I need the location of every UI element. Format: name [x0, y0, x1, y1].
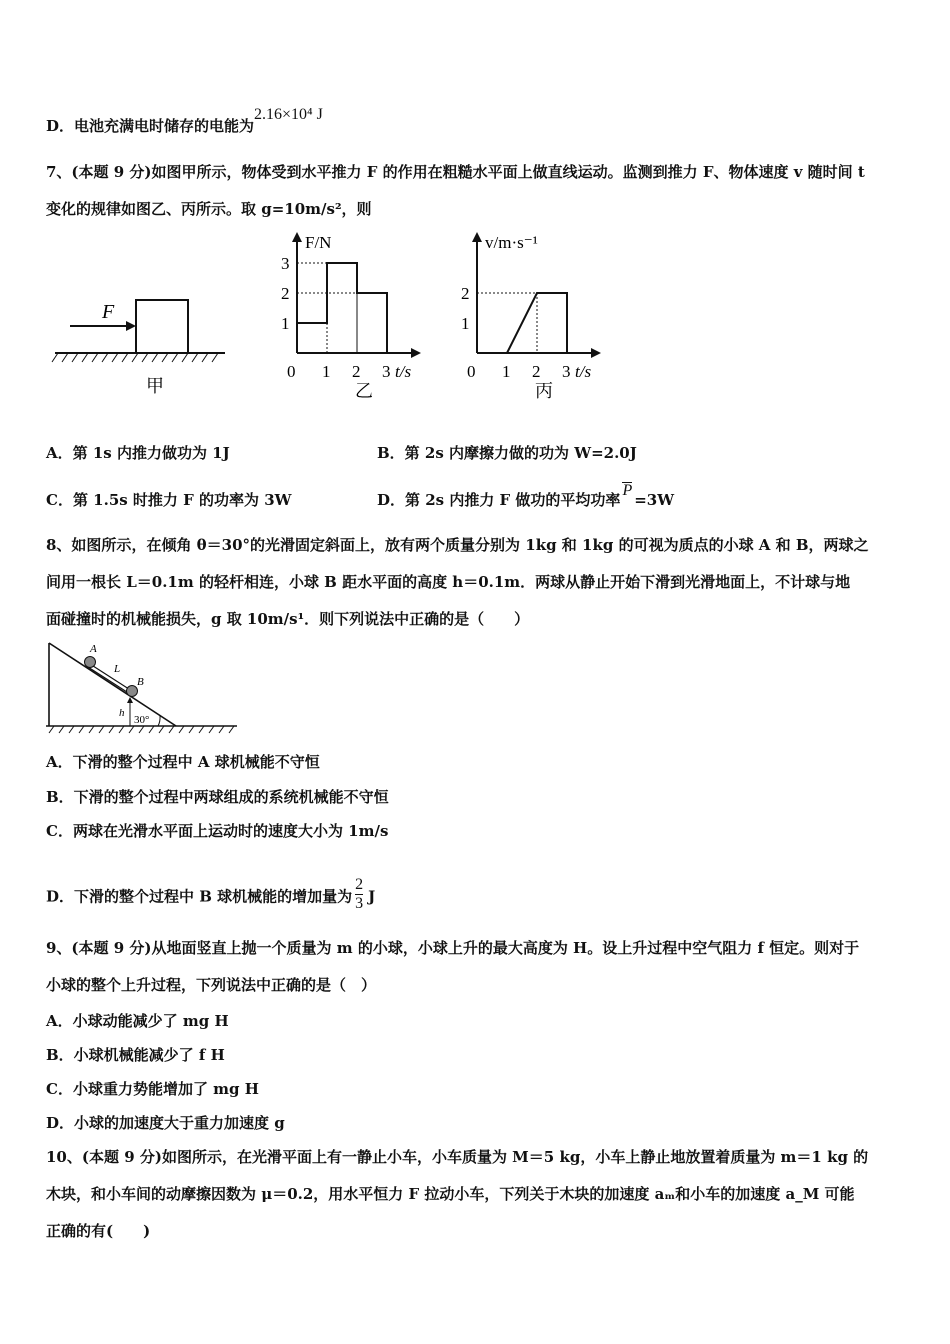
q8-option-d-unit: J: [368, 887, 376, 906]
force-label: F: [102, 301, 115, 323]
y-tick-label: 2: [461, 284, 470, 303]
q7-option-d-text: D．第 2s 内推力 F 做功的平均功率: [377, 491, 621, 509]
q8-option-a: A．下滑的整个过程中 A 球机械能不守恒: [46, 753, 320, 771]
block: [136, 300, 188, 353]
y-axis-arrow: [472, 232, 482, 242]
data-point: [536, 292, 538, 294]
q10-stem-line1: 10、(本题 9 分)如图所示，在光滑平面上有一静止小车，小车质量为 M＝5 kg，小车上静止地放置着质量为 m＝1 kg 的: [46, 1148, 869, 1166]
q8-stem-line2: 间用一根长 L＝0.1m 的轻杆相连，小球 B 距水平面的高度 h＝0.1m．两球从静止开始下滑到光滑地面上，不计球与地: [46, 573, 851, 591]
height-label: h: [119, 707, 125, 719]
x-axis-arrow: [411, 348, 421, 358]
x-tick-label: 1: [322, 362, 331, 381]
y-tick-label: 1: [281, 314, 290, 333]
q7-option-d-value: =3W: [634, 491, 675, 509]
y-axis-arrow: [292, 232, 302, 242]
data-point: [566, 292, 568, 294]
data-point: [386, 292, 388, 294]
x-tick-label: 1: [502, 362, 511, 381]
incline-surface: [49, 643, 176, 726]
data-point: [386, 352, 388, 354]
fraction-numerator: 2: [355, 876, 364, 893]
x-tick-label: 0: [287, 362, 296, 381]
ball-b: [127, 686, 138, 697]
q9-option-b: B．小球机械能减少了 f H: [46, 1046, 225, 1064]
x-tick-label: 3: [562, 362, 571, 381]
angle-label: 30°: [134, 714, 150, 726]
data-point: [356, 262, 358, 264]
q8-option-c: C．两球在光滑水平面上运动时的速度大小为 1m/s: [46, 822, 389, 840]
q8-stem-line3: 面碰撞时的机械能损失，g 取 10m/s¹．则下列说法中正确的是（ ）: [46, 610, 530, 628]
fig-bing-caption: 丙: [535, 381, 553, 401]
data-point: [326, 262, 328, 264]
q8-incline-figure: [44, 640, 244, 740]
fraction-denominator: 3: [355, 895, 364, 912]
data-point: [506, 352, 508, 354]
q7-option-d: [377, 482, 675, 510]
y-axis-label: v/m·s⁻¹: [485, 233, 538, 252]
ball-a-label: A: [90, 643, 97, 655]
q10-stem-line2: 木块，和小车间的动摩擦因数为 μ＝0.2，用水平恒力 F 拉动小车，下列关于木块的加速度 aₘ和小车的加速度 a_M 可能: [46, 1185, 855, 1203]
x-tick-label: 3: [382, 362, 391, 381]
x-tick-label: 2: [352, 362, 361, 381]
data-line: [297, 263, 387, 353]
data-point: [326, 322, 328, 324]
fig-jia-caption: 甲: [146, 376, 164, 396]
q7-figure-bing: [455, 228, 620, 403]
q6-option-d-text: D．电池充满电时储存的电能为: [46, 117, 255, 135]
x-tick-label: 2: [532, 362, 541, 381]
y-tick-label: 2: [281, 284, 290, 303]
q7-stem-line2: 变化的规律如图乙、丙所示。取 g=10m/s²，则: [46, 200, 372, 218]
q8-option-d: [46, 876, 376, 916]
q9-option-a: A．小球动能减少了 mg H: [46, 1012, 229, 1030]
q8-option-b: B．下滑的整个过程中两球组成的系统机械能不守恒: [46, 788, 389, 806]
x-axis-label: t/s: [395, 362, 412, 381]
q6-option-d: [46, 106, 323, 137]
q7-option-a: A．第 1s 内推力做功为 1J: [46, 444, 230, 462]
q8-option-d-text: D．下滑的整个过程中 B 球机械能的增加量为: [46, 887, 353, 906]
q9-stem-line2: 小球的整个上升过程，下列说法中正确的是（ ）: [46, 976, 377, 994]
y-tick-label: 3: [281, 254, 290, 273]
data-point: [356, 292, 358, 294]
q10-stem-line3: 正确的有( ): [46, 1222, 151, 1240]
x-axis-label: t/s: [575, 362, 592, 381]
q7-stem-line1: 7、(本题 9 分)如图甲所示，物体受到水平推力 F 的作用在粗糙水平面上做直线运动。监测到推力 F、物体速度 v 随时间 t: [46, 163, 865, 181]
q7-figure-jia: [50, 290, 230, 400]
q9-stem-line1: 9、(本题 9 分)从地面竖直上抛一个质量为 m 的小球，小球上升的最大高度为 H。设上升过程中空气阻力 f 恒定。则对于: [46, 939, 860, 957]
q6-option-d-math: 2.16×10⁴ J: [254, 106, 323, 123]
data-point: [296, 322, 298, 324]
y-tick-label: 1: [461, 314, 470, 333]
q8-option-d-fraction: [355, 876, 363, 913]
y-axis-label: F/N: [305, 233, 332, 252]
q9-option-c: C．小球重力势能增加了 mg H: [46, 1080, 259, 1098]
q9-option-d: D．小球的加速度大于重力加速度 g: [46, 1114, 285, 1132]
fig-yi-caption: 乙: [355, 381, 373, 401]
rod-length-label: L: [114, 663, 121, 675]
x-axis-arrow: [591, 348, 601, 358]
x-tick-label: 0: [467, 362, 476, 381]
q7-option-b: B．第 2s 内摩擦力做的功为 W=2.0J: [377, 444, 637, 462]
q7-figure-yi: [275, 228, 435, 403]
q7-option-d-symbol: P: [622, 482, 633, 499]
q7-option-c: C．第 1.5s 时推力 F 的功率为 3W: [46, 491, 292, 509]
q8-stem-line1: 8、如图所示，在倾角 θ＝30°的光滑固定斜面上，放有两个质量分别为 1kg 和 1kg 的可视为质点的小球 A 和 B，两球之: [46, 536, 869, 554]
ball-a: [85, 657, 96, 668]
ball-b-label: B: [137, 676, 144, 688]
data-point: [566, 352, 568, 354]
